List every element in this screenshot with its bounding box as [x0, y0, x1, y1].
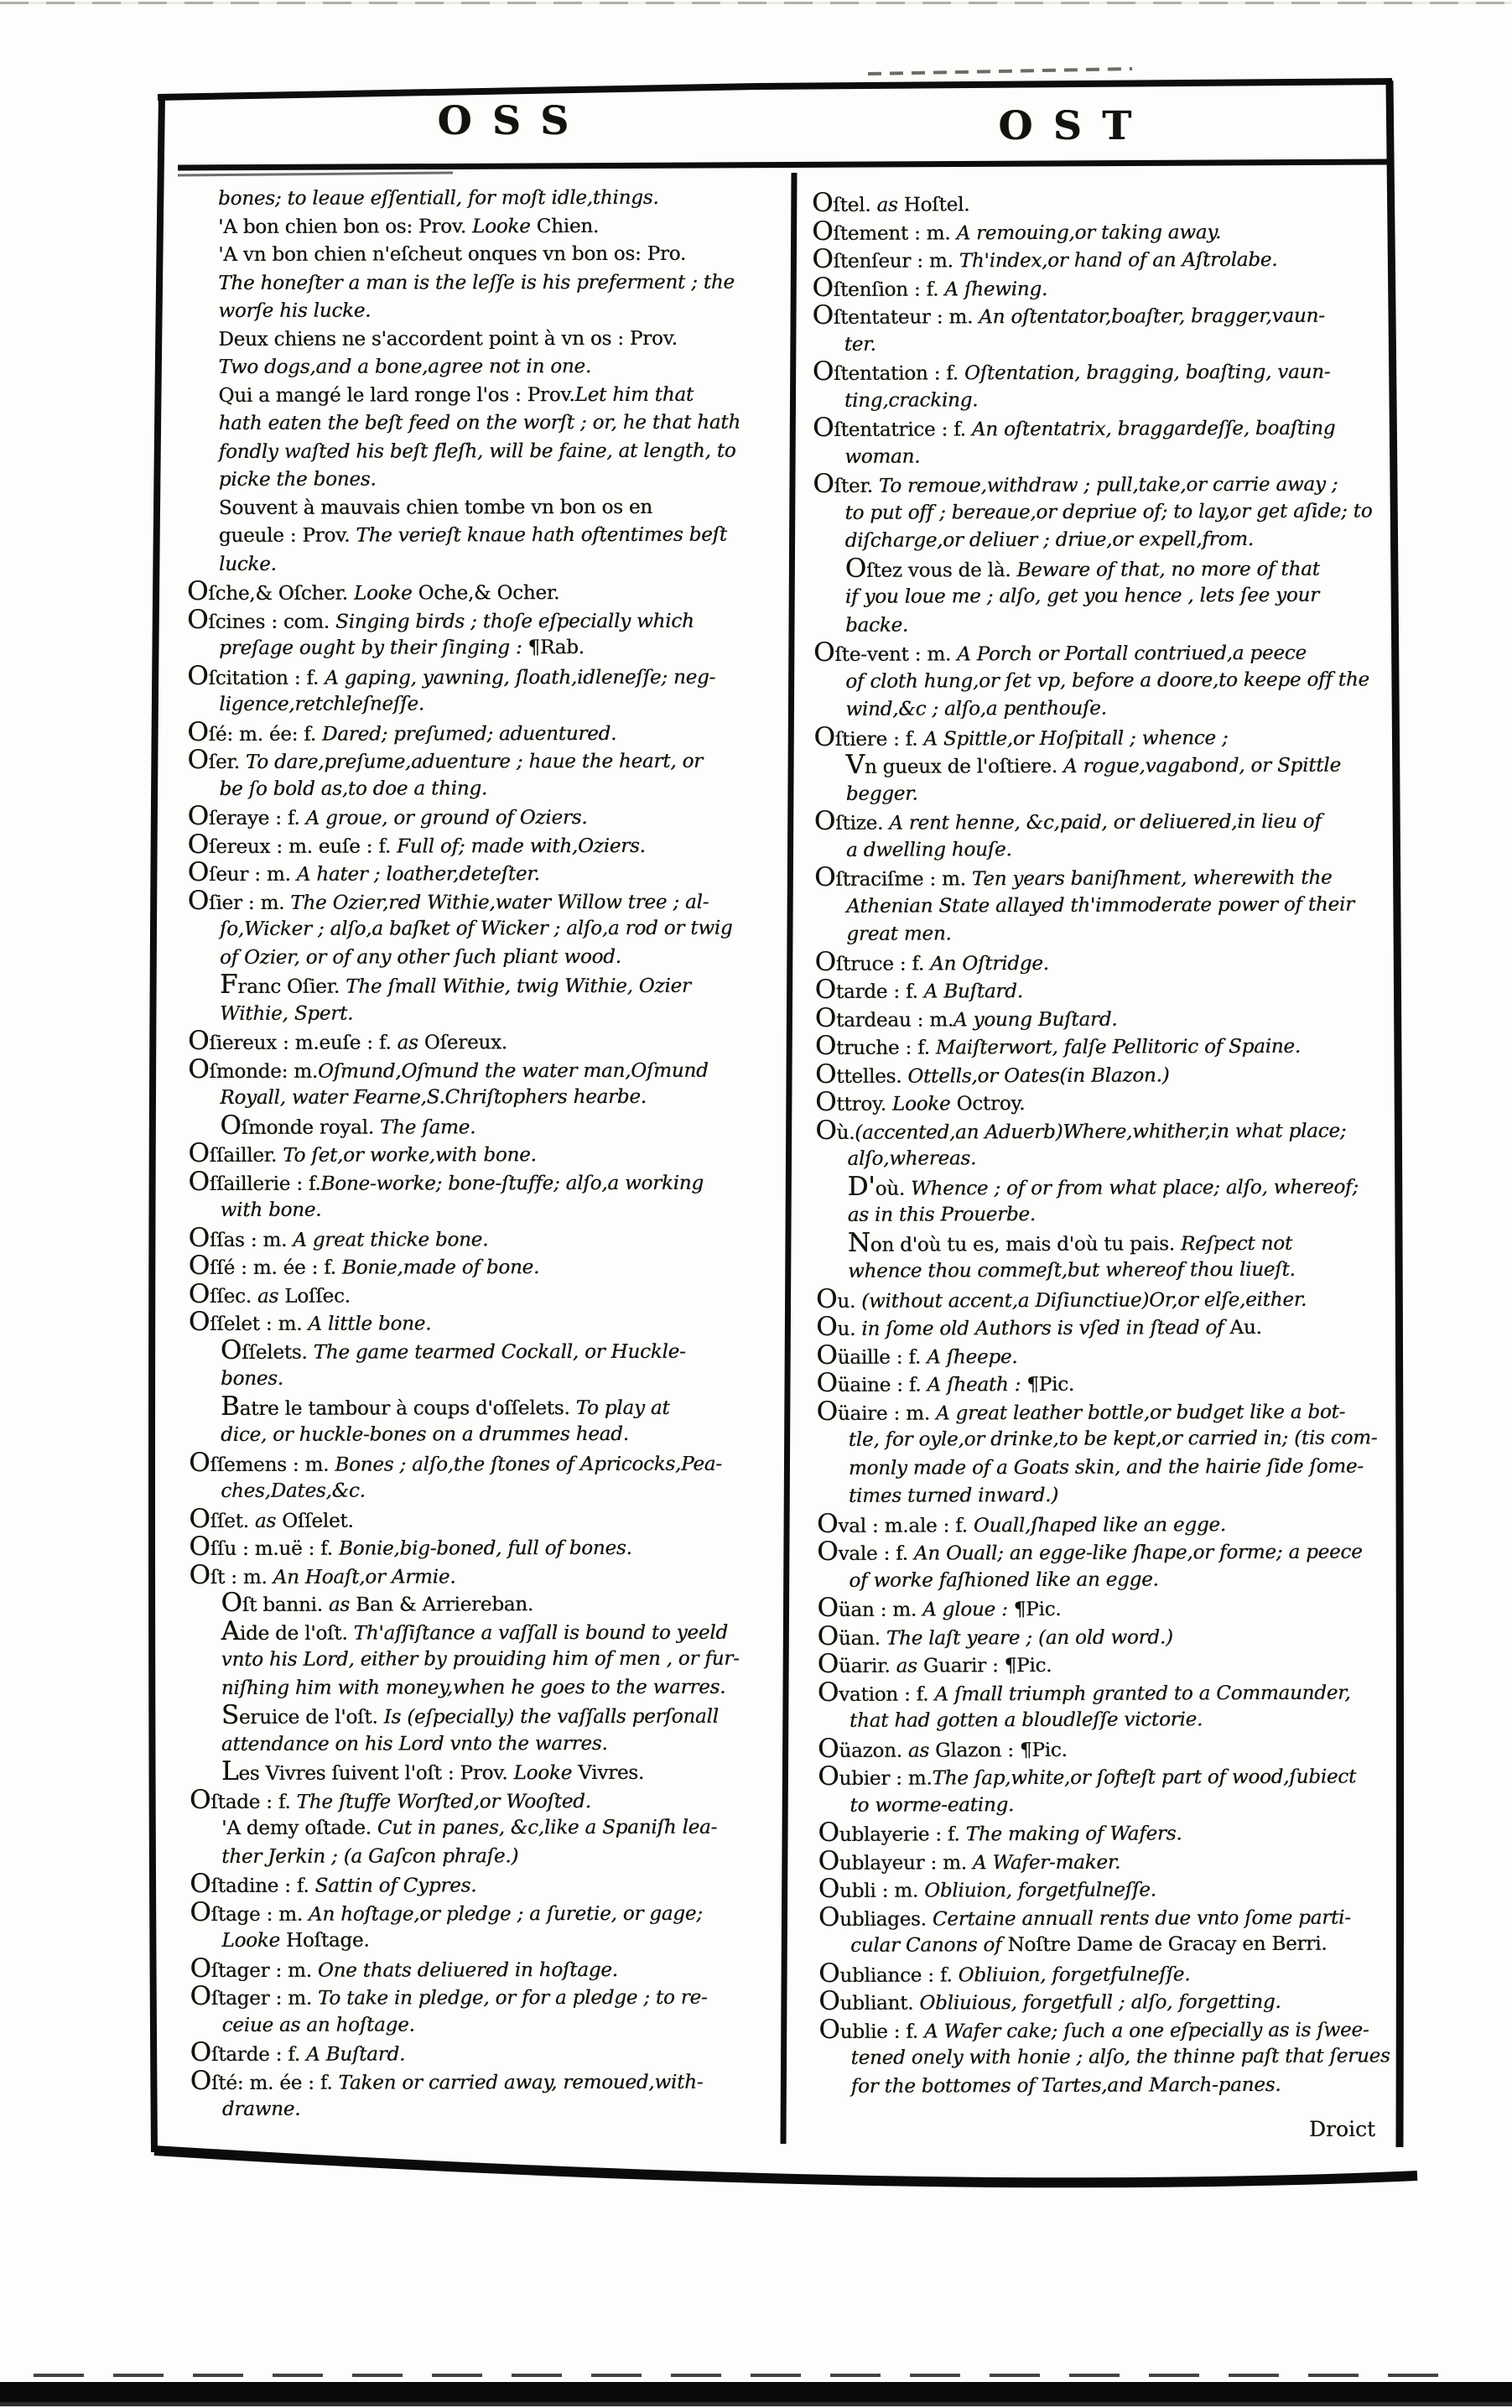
dictionary-line: Oſtage : m. An hoſtage,or pledge ; a ſuretie, or gage; [190, 1896, 703, 1927]
dictionary-line: Two dogs,and a bone,agree not in one. [218, 355, 591, 378]
dictionary-line: Seruice de l'oſt. Is (eſpecially) the vaſſalls perſonall [221, 1699, 719, 1730]
dictionary-line: Ovation : f. A ſmall triumph granted to a Commaunder, [817, 1677, 1351, 1708]
dictionary-line: monly made of a Goats skin, and the hairie ſide ſome- [848, 1454, 1364, 1480]
dictionary-line: great men. [846, 923, 952, 945]
dictionary-line: Oſeraye : f. A groue, or ground of Oziers. [187, 800, 588, 831]
dictionary-line: Oſtement : m. A remouing,or taking away. [812, 216, 1222, 247]
dictionary-line: Royall, water Fearne,S.Chriſtophers hearbe. [220, 1085, 647, 1109]
dictionary-line: Où.(accented,an Aduerb)Where,whither,in what place; [815, 1115, 1347, 1146]
dictionary-line: ther Jerkin ; (a Gaſcon phraſe.) [221, 1844, 519, 1868]
dictionary-line: Oſſelet : m. A little bone. [188, 1306, 432, 1337]
dictionary-line: Oſtel. as Hoſtel. [811, 187, 970, 218]
dictionary-line: Oſier : m. The Ozier,red Withie,water Willow tree ; al- [187, 885, 709, 916]
dictionary-line: Oublayeur : m. A Wafer-maker. [818, 1845, 1121, 1876]
dictionary-line: Aide de l'oſt. Th'aſſiſtance a vaſſall is bound to yeeld [221, 1615, 728, 1646]
dictionary-line: Oſſelets. The game tearmed Cockall, or Huckle- [220, 1334, 686, 1365]
dictionary-line: for the bottomes of Tartes,and March-panes. [850, 2073, 1281, 2098]
dictionary-line: Deux chiens ne s'accordent point à vn os : Prov. [218, 327, 678, 351]
dictionary-line: Oſtruce : f. An Oſtridge. [814, 946, 1049, 977]
dictionary-line: Ovale : f. An Ouall; an egge-like ſhape,or forme; a peece [817, 1536, 1363, 1567]
dictionary-line: be ſo bold as,to doe a thing. [219, 777, 488, 800]
dictionary-line: a dwelling houſe. [845, 838, 1012, 861]
dictionary-line: Oſt banni. as Ban & Arriereban. [221, 1587, 533, 1618]
dictionary-line: to worme-eating. [850, 1793, 1015, 1817]
dictionary-line: ſo,Wicker ; alſo,a baſket of Wicker ; alſo,a rod or twig [219, 917, 733, 940]
dictionary-line: Oublie : f. A Wafer cake; ſuch a one eſpecially as is ſwee- [818, 2014, 1369, 2045]
dictionary-line: Oſtentatrice : f. An oſtentatrix, braggardeſſe, boaſting [813, 412, 1336, 443]
dictionary-line: niſhing him with money,when he goes to the warres. [221, 1676, 726, 1699]
dictionary-line: woman. [844, 445, 921, 468]
dictionary-line: Oſtarde : f. A Buſtard. [190, 2036, 406, 2067]
dictionary-line: Oſſaillerie : f.Bone-worke; bone-ſtuffe; alſo,a working [188, 1166, 704, 1197]
dictionary-line: Oſtager : m. One thats deliuered in hoſtage. [190, 1953, 618, 1984]
dictionary-line: Oubier : m.The ſap,white,or ſofteſt part of wood,ſubiect [818, 1760, 1357, 1792]
dictionary-line: Oſſé : m. ée : f. Bonie,made of bone. [188, 1250, 540, 1281]
dictionary-line: Les Vivres ſuivent l'oſt : Prov. Looke Vivres. [221, 1755, 645, 1786]
dictionary-line: Oſcines : com. Singing birds ; thoſe eſpecially which [187, 604, 694, 635]
dictionary-line: ter. [844, 333, 876, 356]
dictionary-line: Oſmonde royal. The ſame. [220, 1110, 476, 1141]
dictionary-line: Otruche : f. Maiſterwort, falſe Pellitoric of Spaine. [814, 1030, 1301, 1061]
dictionary-line: bones. [220, 1367, 283, 1390]
dictionary-line: diſcharge,or deliuer ; driue,or expell,from. [844, 528, 1254, 552]
dictionary-line: that had gotten a bloudleſſe victorie. [849, 1708, 1203, 1732]
dictionary-line: worſe his lucke. [218, 299, 372, 322]
scan-artifact-bottom-band [0, 2382, 1512, 2402]
left-column [186, 185, 791, 2125]
dictionary-line: Oſt : m. An Hoaſt,or Armie. [189, 1559, 456, 1590]
dictionary-line: lucke. [218, 553, 277, 575]
dictionary-line: Oſé: m. ée: f. Dared; preſumed; aduentured. [187, 716, 617, 747]
dictionary-line: Oſſemens : m. Bones ; alſo,the ſtones of Apricocks,Pea- [189, 1447, 722, 1478]
dictionary-line: Oſmonde: m.Oſmund,Oſmund the water man,Oſmund [188, 1053, 709, 1084]
dictionary-line: Oſer. To dare,preſume,aduenture ; haue the heart, or [187, 744, 703, 775]
dictionary-line: Oüaine : f. A ſheath : ¶Pic. [816, 1367, 1075, 1398]
dictionary-line: Oſtadine : f. Sattin of Cypres. [190, 1868, 477, 1899]
dictionary-line: Oüaille : f. A ſheepe. [816, 1339, 1018, 1370]
dictionary-line: cular Canons of Noſtre Dame de Gracay en Berri. [850, 1932, 1328, 1957]
dictionary-line: whence thou commeſt,but whereof thou liueſt. [847, 1258, 1296, 1282]
dictionary-line: D'où. Whence ; of or from what place; alſo, whereof; [847, 1171, 1359, 1202]
dictionary-line: picke the bones. [218, 468, 377, 491]
dictionary-line: vnto his Lord, either by prouiding him of men , or fur- [221, 1647, 740, 1671]
right-column [812, 188, 1391, 2101]
dictionary-line: Ottroy. Looke Octroy. [815, 1086, 1026, 1117]
dictionary-line: Oſtez vous de là. Beware of that, no more of that [844, 553, 1320, 584]
dictionary-line: fondly waſted his beſt fleſh, will be faine, at length, to [218, 439, 736, 463]
dictionary-line: Oſtentateur : m. An oſtentator,boaſter, bragger,vaun- [812, 299, 1325, 330]
dictionary-line: Oſſas : m. A great thicke bone. [188, 1222, 489, 1253]
dictionary-line: Oüan. The laſt yeare ; (an old word.) [817, 1620, 1173, 1651]
dictionary-line: Oſte-vent : m. A Porch or Portall contriued,a peece [813, 637, 1307, 668]
dictionary-line: Oubli : m. Obliuion, forgetfulneſſe. [818, 1873, 1156, 1904]
dictionary-line: Batre le tambour à coups d'oſſelets. To play at [221, 1391, 670, 1422]
dictionary-line: times turned inward.) [848, 1484, 1059, 1507]
dictionary-line: hath eaten the beſt feed on the worſt ; or, he that hath [218, 411, 740, 434]
dictionary-line: 'A bon chien bon os: Prov. Looke Chien. [218, 215, 600, 238]
scan-artifact-top-edge [0, 2, 1512, 4]
dictionary-line: of Ozier, or of any other ſuch pliant wood. [219, 945, 621, 969]
dictionary-line: Oſter. To remoue,withdraw ; pull,take,or carrie away ; [813, 468, 1338, 499]
dictionary-line: Oſtiere : f. A Spittle,or Hoſpitall ; whence ; [813, 721, 1229, 752]
dictionary-line: if you loue me ; alſo, get you hence , lets ſee your [844, 584, 1319, 608]
dictionary-line: Ou. (without accent,a Diſiunctiue)Or,or elſe,either. [816, 1283, 1307, 1314]
dictionary-line: Franc Oſier. The ſmall Withie, twig Withie, Ozier [219, 969, 691, 1000]
dictionary-line: Oſſailler. To ſet,or worke,with bone. [188, 1137, 537, 1168]
dictionary-line: Oüazon. as Glazon : ¶Pic. [818, 1733, 1068, 1764]
dictionary-line: Oſtager : m. To take in pledge, or for a pledge ; to re- [190, 1980, 708, 2011]
column-header-right: OST [998, 103, 1152, 149]
scan-artifact-bottom-dashes [34, 2374, 1459, 2377]
dictionary-line: Athenian State allayed th'immoderate power of their [846, 893, 1354, 918]
dictionary-line: Oſtade : f. The ſtuffe Worſted,or Wooſted. [189, 1784, 591, 1815]
dictionary-line: preſage ought by their ſinging : ¶Rab. [219, 637, 585, 659]
dictionary-line: Otarde : f. A Buſtard. [814, 974, 1023, 1005]
dictionary-line: with bone. [220, 1199, 322, 1221]
dictionary-line: The honeſter a man is the leſſe is his preferment ; the [218, 271, 735, 294]
dictionary-line: Oſtentation : f. Oſtentation, bragging, boaſting, vaun- [812, 356, 1331, 387]
dictionary-line: Oſcitation : f. A gaping, yawning, ſloath,idleneſſe; neg- [187, 660, 716, 691]
dictionary-line: Non d'où tu es, mais d'où tu pais. Reſpect not [847, 1227, 1292, 1258]
dictionary-line: Oſtize. A rent henne, &c,paid, or deliuered,in lieu of [813, 805, 1322, 836]
column-header-left: OSS [437, 98, 590, 144]
dictionary-line: ting,cracking. [844, 388, 979, 412]
dictionary-line: dice, or huckle-bones on a drummes head. [221, 1422, 629, 1446]
dictionary-line: Looke Hoſtage. [221, 1929, 370, 1952]
dictionary-line: gueule : Prov. The verieſt knaue hath oftentimes beſt [218, 523, 727, 547]
dictionary-line: Oubliance : f. Obliuion, forgetfulneſſe. [818, 1958, 1191, 1989]
dictionary-line: 'A vn bon chien n'eſcheut onques vn bon os: Pro. [218, 242, 687, 266]
dictionary-line: Oſche,& Oſcher. Looke Oche,& Ocher. [186, 575, 560, 606]
dictionary-line: ceiue as an hoſtage. [221, 2013, 415, 2036]
dictionary-line: begger. [845, 783, 918, 805]
dictionary-line: Oüan : m. A gloue : ¶Pic. [817, 1592, 1062, 1623]
dictionary-line: Oſſu : m.uë : f. Bonie,big-boned, full of bones. [189, 1531, 632, 1562]
dictionary-line: Oſiereux : m.euſe : f. as Oſereux. [188, 1025, 507, 1056]
dictionary-line: as in this Prouerbe. [847, 1203, 1036, 1226]
dictionary-line: Vn gueux de l'oſtiere. A rogue,vagabond, or Spittle [845, 749, 1341, 780]
dictionary-line: Souvent à mauvais chien tombe vn bon os en [218, 496, 652, 519]
dictionary-line: ligence,retchleſneſſe. [219, 693, 424, 715]
scan-artifact-bottom-band-2 [0, 2402, 1512, 2406]
dictionary-line: Oſſet. as Oſſelet. [189, 1503, 354, 1534]
dictionary-line: Oval : m.ale : f. Ouall,ſhaped like an egge. [817, 1508, 1226, 1539]
dictionary-line: to put off ; bereaue,or depriue of; to lay,or get aſide; to [844, 499, 1373, 524]
catchword: Droict [1308, 2117, 1375, 2141]
dictionary-line: Oubliant. Obliuious, forgetfull ; alſo, forgetting. [818, 1985, 1281, 2016]
dictionary-line: Oublayerie : f. The making of Wafers. [818, 1817, 1182, 1848]
dictionary-line: Oüarir. as Guarir : ¶Pic. [817, 1648, 1052, 1679]
dictionary-line: bones; to leaue eſſentiall, for moſt idle,things. [218, 186, 659, 210]
dictionary-line: Oſeur : m. A hater ; loather,deteſter. [187, 856, 540, 887]
dictionary-line: alſo,whereas. [847, 1147, 977, 1170]
dictionary-line: Oubliages. Certaine annuall rents due vnto ſome parti- [818, 1901, 1351, 1932]
dictionary-line: Oſtenſion : f. A ſhewing. [812, 272, 1048, 303]
dictionary-line: ches,Dates,&c. [221, 1480, 366, 1502]
dictionary-line: Otardeau : m.A young Buſtard. [814, 1002, 1118, 1033]
dictionary-line: 'A demy oſtade. Cut in panes, &c,like a Spaniſh lea- [221, 1816, 718, 1839]
dictionary-line: drawne. [221, 2098, 301, 2120]
dictionary-line: Withie, Spert. [220, 1002, 354, 1025]
dictionary-line: tle, for oyle,or drinke,to be kept,or carried in; (tis com- [848, 1427, 1378, 1451]
dictionary-line: Ou. in ſome old Authors is vſed in ſtead of Au. [816, 1311, 1262, 1342]
dictionary-line: Oſtenſeur : m. Th'index,or hand of an Aſtrolabe. [812, 243, 1278, 274]
dictionary-line: Oſté: m. ée : f. Taken or carried away, remoued,with- [190, 2065, 704, 2096]
dictionary-line: of worke faſhioned like an egge. [849, 1568, 1159, 1592]
dictionary-line: of cloth hung,or ſet vp, before a doore,to keepe off the [845, 668, 1369, 693]
dictionary-line: backe. [844, 614, 909, 637]
dictionary-line: Oſereux : m. euſe : f. Full of; made with,Oziers. [187, 829, 646, 860]
dictionary-line: Oſtraciſme : m. Ten years baniſhment, wherewith the [814, 861, 1333, 892]
dictionary-line: attendance on his Lord vnto the warres. [221, 1732, 608, 1755]
dictionary-line: Oüaire : m. A great leather bottle,or budget like a bot- [816, 1396, 1346, 1427]
dictionary-line: tened onely with honie ; alſo, the thinne paſt that ſerues [850, 2045, 1390, 2069]
dictionary-line: Oſſec. as Loſſec. [188, 1278, 351, 1309]
dictionary-line: Ottelles. Ottells,or Oates(in Blazon.) [814, 1058, 1170, 1090]
dictionary-line: Qui a mangé le lard ronge l'os : Prov.Let him that [218, 383, 694, 407]
dictionary-line: wind,&c ; alſo,a penthouſe. [845, 697, 1107, 720]
